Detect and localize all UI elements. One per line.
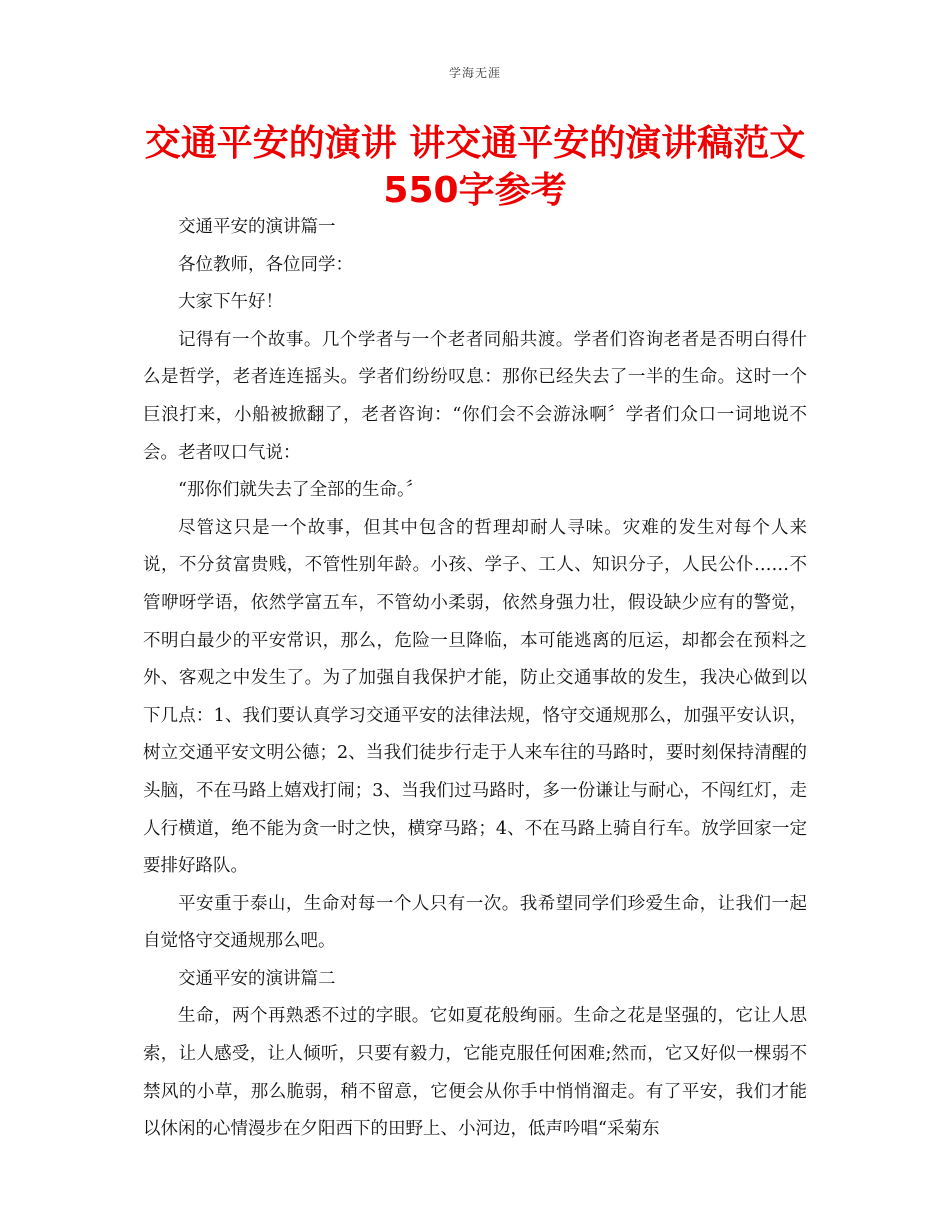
document-title bbox=[120, 120, 830, 214]
paragraph-conclusion: 平安重于泰山，生命对每一个人只有一次。我希望同学们珍爱生命，让我们一起自觉恪守交通规那么吧。 bbox=[143, 893, 807, 952]
paragraph-reflection: 尽管这只是一个故事，但其中包含的哲理却耐人寻味。灾难的发生对每个人来说，不分贫富贵贱，不管性别年龄。小孩、学子、工人、知识分子，人民公仆……不管咿呀学语，依然学富五车，不管幼小柔弱，依然身强力壮，假设缺少应有的警觉，不明白最少的平安常识，那么，危险一旦降临，本可能逃离的厄运，却都会在预料之外、客观之中发生了。为了加强自我保护才能，防止交通事故的发生，我决心做到以下几点：1、我们要认真学习交通平安的法律法规，恪守交通规那么，加强平安认识，树立交通平安文明公德；2、当我们徒步行走于人来车往的马路时，要时刻保持清醒的头脑，不在马路上嬉戏打闹；3、当我们过马路时，多一份谦让与耐心，不闯红灯，走人行横道，绝不能为贪一时之快，横穿马路；4、不在马路上骑自行车。放学回家一定要排好路队。 bbox=[143, 517, 807, 877]
page-header: 学海无涯 bbox=[448, 66, 501, 80]
title-line-1: 交通平安的演讲 讲交通平安的演讲稿范文 bbox=[144, 123, 806, 164]
paragraph-story: 记得有一个故事。几个学者与一个老者同船共渡。学者们咨询老者是否明白得什么是哲学，老者连连摇头。学者们纷纷叹息：那你已经失去了一半的生命。这时一个巨浪打来，小船被掀翻了，老者咨询：“你们会不会游泳啊〞学者们众口一词地说不会。老者叹口气说： bbox=[143, 329, 807, 463]
document-body bbox=[143, 209, 807, 1149]
section-heading-2: 交通平安的演讲篇二 bbox=[178, 968, 336, 989]
paragraph-life: 生命，两个再熟悉不过的字眼。它如夏花般绚丽。生命之花是坚强的，它让人思索，让人感受，让人倾听，只要有毅力，它能克服任何困难;然而，它又好似一棵弱不禁风的小草，那么脆弱，稍不留意，它便会从你手中悄悄溜走。有了平安，我们才能以休闲的心情漫步在夕阳西下的田野上、小河边，低声吟唱“采菊东 bbox=[143, 1006, 807, 1140]
greeting: 大家下午好！ bbox=[178, 292, 283, 313]
paragraph-quote: “那你们就失去了全部的生命。〞 bbox=[178, 480, 424, 501]
title-line-2: 550字参考 bbox=[383, 170, 567, 211]
section-heading-1: 交通平安的演讲篇一 bbox=[178, 217, 336, 237]
salutation: 各位教师，各位同学： bbox=[178, 254, 353, 275]
